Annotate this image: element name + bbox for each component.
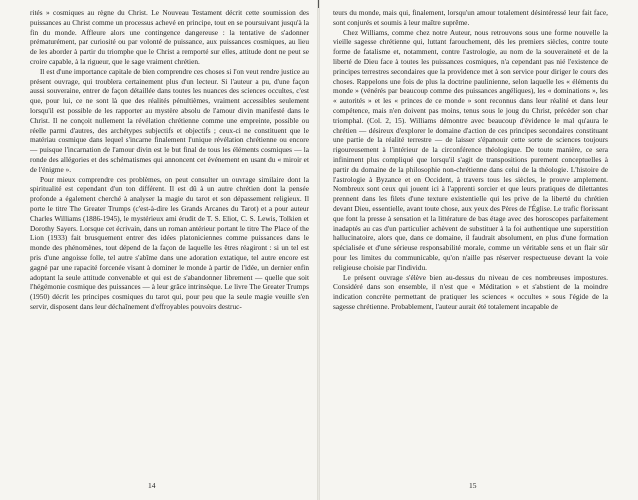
paragraph: Chez Williams, comme chez notre Auteur, nous retrouvons sous une forme nouvelle la vieille sagesse chrétienne qui, luttant farouchement, dès les premiers siècles, contre toute forme de fatalisme et, notamment, contre l'astrologie, au nom de la souveraineté et de la liberté de Dieu face à toutes les puissances cosmiques, n'a cependant pas nié l'existence de principes terrestres secondaires que la providence met à son service pour diriger le cours des choses. Rappelons une fois de plus la doctrine paulinienne, selon laquelle les « éléments du monde » (vénérés par beaucoup comme des puissances angéliques), les « dominations », les « autorités » et les « princes de ce monde » sont reconnus dans leur réalité et dans leur compétence, mais n'en doivent pas moins, tenus sous le joug du Christ, précéder son char triomphal. (Col. 2, 15). Williams démontre avec beaucoup d'évidence le mal qu'aura le chrétien — désireux d'explorer le domaine d'action de ces principes secondaires constituant une partie de la réalité terrestre — de laisser s'épanouir cette sorte de sciences toujours rigoureusement à l'intérieur de la circonférence théologique. De toute manière, ce sera infiniment plus compliqué que lorsqu'il s'agit de transpositions purement conceptuelles à partir du domaine de la philosophie non-chrétienne dans celui de la théologie. L'histoire de l'astrologie à Byzance et en Occident, à travers tous les siècles, le prouve amplement. Nombreux sont ceux qui jouent ici à l'apprenti sorcier et que leurs pratiques de dilettantes prennent dans les filets d'une texture existentielle qui les prive de la liberté du chrétien devant Dieu, essentielle, avant toute chose, aux yeux des Pères de l'Église. Le trafic florissant que font la presse à sensation et la littérature de bas étage avec des horoscopes parfaitement inadaptés au cas d'un particulier achèvent de substituer à la foi authentique une superstition hallucinatoire, alors que, dans ce domaine, il faudrait absolument, en plus d'une formation spécialisée et d'une sérieuse responsabilité morale, comme un véritable sens et un flair sûr pour les limites du communicable, qu'on n'aille pas réserver respectueuse devant la voie religieuse choisie par l'individu. <box>333 27 608 272</box>
paragraph: Pour mieux comprendre ces problèmes, on peut consulter un ouvrage similaire dont la spiritualité est cependant d'un ton différent. Il est dû à un autre chrétien dont la pensée profonde a également cherché à analyser la magie du tarot et son dépassement religieux. Il porte le titre The Greater Trumps (c'est-à-dire les Grands Arcanes du Tarot) et a pour auteur Charles Williams (1886-1945), le mystérieux ami érudit de T. S. Eliot, C. S. Lewis, Tolkien et Dorothy Sayers. Lorsque cet écrivain, dans un roman antérieur portant le titre The Place of the Lion (1933) fait brusquement entrer des idées platoniciennes comme puissances dans le monde des phénomènes, tout dépend de la façon de laquelle les êtres réagiront : si un tel est pris d'une angoisse folle, tel autre s'abîme dans une adoration extatique, tel autre encore est gagné par une rapacité forcenée visant à dominer le monde à partir de l'idée, un dernier enfin adoptant la seule attitude convenable et qui est de s'abandonner librement — quelle que soit l'hégémonie cosmique des puissances — à leur grâce intrinsèque. Le livre The Greater Trumps (1950) décrit les principes cosmiques du tarot qui, pour peu que la seule magie veuille s'en servir, disposent dans leur déchaînement d'effroyables pouvoirs destruc- <box>30 174 309 311</box>
page-number: 14 <box>148 481 156 490</box>
page-number: 15 <box>469 481 477 490</box>
paragraph: rités » cosmiques au règne du Christ. Le Nouveau Testament décrit cette soumission des puissances au Christ comme un processus achevé en principe, tout en se poursuivant jusqu'à la fin du monde. Affleure alors une contingence dangereuse : la tentative de s'adonner prématurément, par curiosité ou par volonté de puissance, aux puissances cosmiques, au lieu de les aborder à partir du triomphe que le Christ a remporté sur elles, attitude dont ne peut se croire capable, à la rigueur, que le sage vraiment chrétien. <box>30 8 309 66</box>
right-page-text <box>333 8 608 312</box>
left-page-text <box>30 8 309 312</box>
paragraph: teurs du monde, mais qui, finalement, lorsqu'un amour totalement désintéressé leur fait face, sont conjurés et soumis à leur maître suprême. <box>333 8 608 27</box>
paragraph: Le présent ouvrage s'élève bien au-dessus du niveau de ces nombreuses impostures. Considéré dans son ensemble, il n'est que « Méditation » et s'abstient de la moindre indication concrète permettant de pratiquer les sciences « occultes » sous l'égide de la sagesse chrétienne. Probablement, l'auteur aurait été totalement incapable de <box>333 272 608 311</box>
paragraph: Il est d'une importance capitale de bien comprendre ces choses si l'on veut rendre justice au présent ouvrage, qui troublera certainement plus d'un lecteur. Si l'auteur a pu, d'une façon aussi souveraine, entrer de façon détaillée dans toutes les nuances des sciences occultes, c'est que, pour lui, ce ne sont là que des réalités pénultièmes, vraiment accessibles seulement lorsqu'il est possible de les rapporter au mystère absolu de l'amour divin manifesté dans le Christ. Il ne conçoit nullement la révélation chrétienne comme une empreinte, possible ou réelle parmi d'autres, des archétypes subjectifs et objectifs ; ceux-ci ne constituent que le matériau cosmique dans lequel s'incarne finalement l'unique révélation chrétienne ou encore — puisque l'incarnation de l'amour divin est le but final de tous les éléments cosmiques — la ronde des allégories et des schématismes qui annoncent cet événement en usant du « miroir et de l'énigme ». <box>30 66 309 174</box>
right-page <box>319 0 638 500</box>
